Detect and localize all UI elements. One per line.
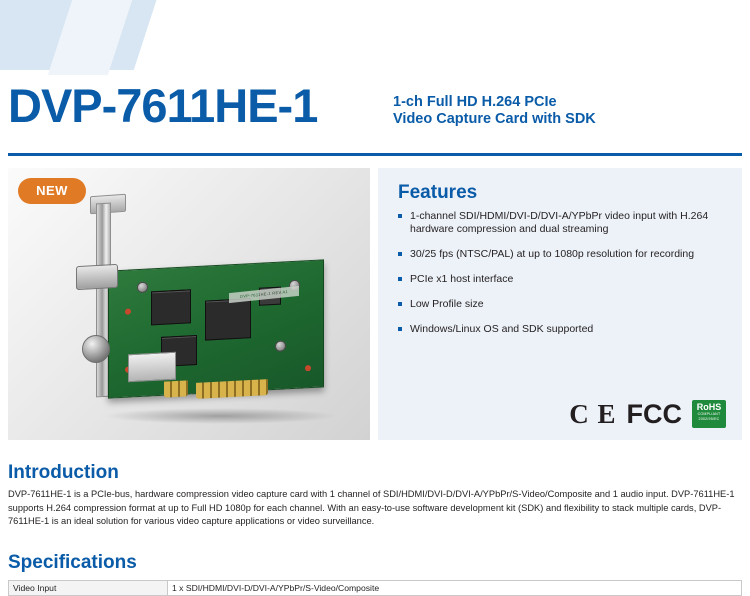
top-banner <box>0 0 750 75</box>
page-title: DVP-7611HE-1 <box>8 79 318 132</box>
introduction-body: DVP-7611HE-1 is a PCIe-bus, hardware compression video capture card with 1 channel of SDI/HDMI/DVI-D/DVI-A/YPbPr/S-Video/Composite and 1 audio input. DVP-7611HE-1 supports H.264 compression format at up to Full HD 1080p for each channel. With an easy-to-use software development kit (SDK) and flexibility to stack multiple cards, DVP-7611HE-1 is an ideal solution for various video capture applications or video surveillance. <box>8 489 735 526</box>
rohs-directive-label: 2002/95/EC <box>698 416 720 421</box>
solder-point <box>125 308 131 314</box>
board-label: DVP-7611HE-1 REV.A1 <box>229 286 299 303</box>
capacitor <box>137 282 148 294</box>
rohs-compliant-label: COMPLIANT <box>697 412 721 416</box>
rohs-label: RoHS <box>696 402 722 412</box>
spec-value: 1 x SDI/HDMI/DVI-D/DVI-A/YPbPr/S-Video/Composite <box>168 581 742 596</box>
title-row <box>0 78 750 156</box>
product-subtitle-line2: Video Capture Card with SDK <box>393 111 596 127</box>
specifications-table <box>8 580 742 596</box>
product-image-panel <box>8 168 370 440</box>
spec-key: Video Input <box>9 581 168 596</box>
ce-mark-icon: C E <box>569 399 617 429</box>
product-subtitle <box>393 94 596 128</box>
list-item: Low Profile size <box>398 298 728 311</box>
card-shadow <box>103 408 338 424</box>
header-divider <box>8 153 742 156</box>
pcie-edge-connector-short <box>164 380 188 397</box>
features-list <box>398 210 728 348</box>
fcc-mark-icon: FCC <box>626 399 682 429</box>
capacitor <box>275 340 286 352</box>
chip-processor <box>205 298 251 340</box>
new-badge: NEW <box>18 178 86 204</box>
pcie-edge-connector <box>196 379 268 399</box>
chip-compression <box>151 289 191 325</box>
list-item: 30/25 fps (NTSC/PAL) at up to 1080p resolution for recording <box>398 248 728 261</box>
list-item: 1-channel SDI/HDMI/DVI-D/DVI-A/YPbPr video input with H.264 hardware compression and dual streaming <box>398 210 728 236</box>
table-row <box>9 581 742 596</box>
product-subtitle-line1: 1-ch Full HD H.264 PCIe <box>393 94 557 110</box>
solder-point <box>305 365 311 371</box>
audio-connector-block <box>128 352 176 383</box>
specifications-heading: Specifications <box>8 552 137 573</box>
certification-row <box>569 400 726 428</box>
introduction-heading: Introduction <box>8 462 119 483</box>
list-item: Windows/Linux OS and SDK supported <box>398 323 728 336</box>
dvi-connector <box>76 264 118 290</box>
rohs-mark-icon <box>692 400 726 428</box>
list-item: PCIe x1 host interface <box>398 273 728 286</box>
pcie-card-illustration <box>68 203 358 423</box>
features-heading: Features <box>398 182 478 203</box>
bnc-connector <box>82 335 110 363</box>
features-panel <box>378 168 742 440</box>
